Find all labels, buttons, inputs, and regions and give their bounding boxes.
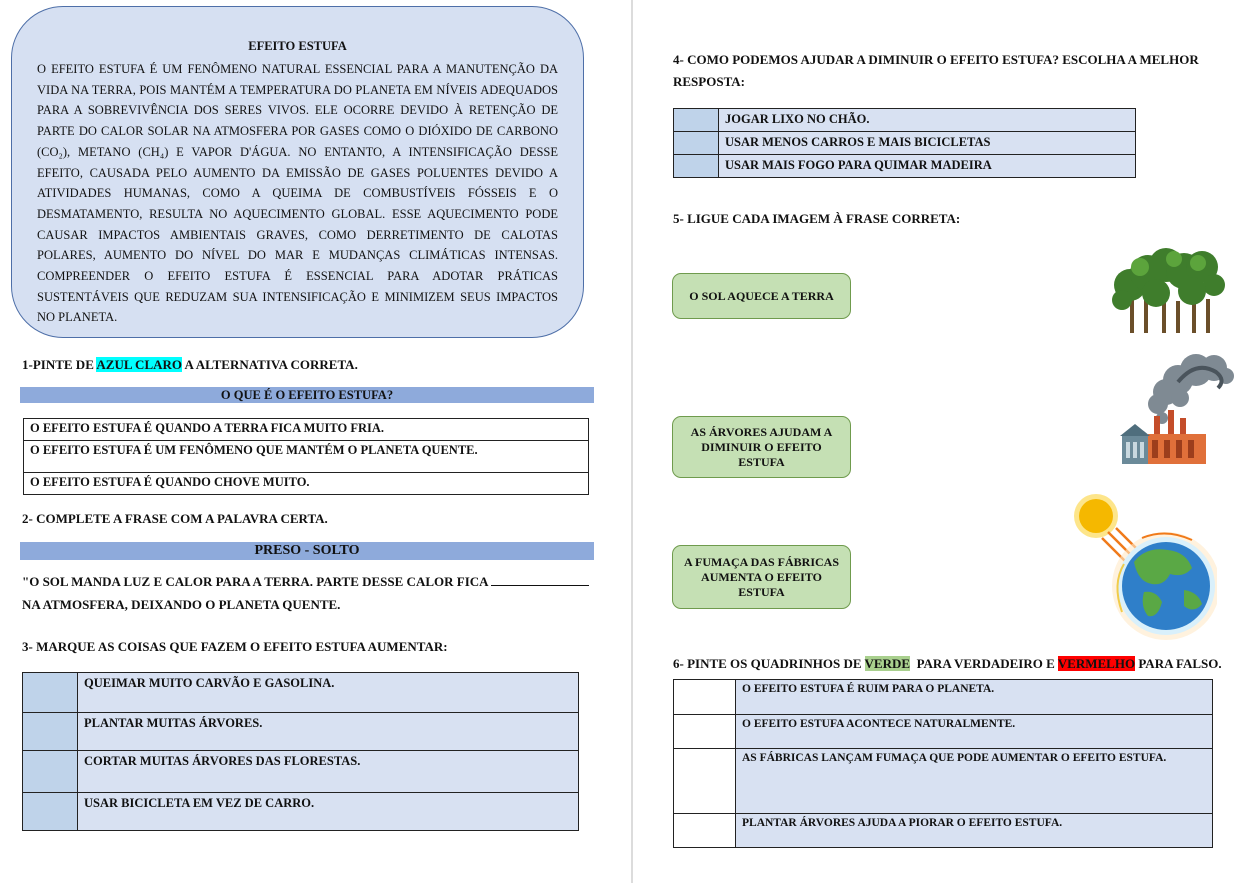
q1-highlight: AZUL CLARO [96,357,183,372]
q4-title-line1: 4- COMO PODEMOS AJUDAR A DIMINUIR O EFEITO ESTUFA? ESCOLHA A MELHOR [673,52,1199,67]
q6-green-word: VERDE [864,656,911,671]
intro-text: O EFEITO ESTUFA É UM FENÔMENO NATURAL ESSENCIAL PARA A MANUTENÇÃO DA VIDA NA TERRA, POIS MANTÉM A TEMPERATURA DO PLANETA EM NÍVEIS ADEQUADOS PARA A SOBREVIVÊNCIA DOS SERES VIVOS. ELE OCORRE DEVIDO À RETENÇÃO DE PARTE DO CALOR SOLAR NA ATMOSFERA POR GASES COMO O DIÓXIDO DE CARBONO (CO₂), METANO (CH₄) E VAPOR D'ÁGUA. NO ENTANTO, A INTENSIFICAÇÃO DESSE EFEITO, CAUSADA PELO AUMENTO DA EMISSÃO DE GASES POLUENTES DEVIDO A ATIVIDADES HUMANAS, COMO A QUEIMA DE COMBUSTÍVEIS FÓSSEIS E O DESMATAMENTO, RESULTA NO AQUECIMENTO GLOBAL. ESSE AQUECIMENTO PODE CAUSAR IMPACTOS AMBIENTAIS GRAVES, COMO DERRETIMENTO DE CALOTAS POLARES, AUMENTO DO NÍVEL DO MAR E MUDANÇAS CLIMÁTICAS INTENSAS. COMPREENDER O EFEITO ESTUFA É ESSENCIAL PARA ADOTAR PRÁTICAS SUSTENTÁVEIS QUE REDUZAM SUA INTENSIFICAÇÃO E MINIMIZEM SEUS IMPACTOS NO PLANETA. [37,62,558,325]
q1-instruction [22,357,358,373]
sun-and-earth-image[interactable] [1072,494,1217,642]
q1-prefix: 1-PINTE DE [22,357,97,372]
intro-box [11,6,584,338]
q3-checkbox[interactable] [23,673,78,713]
q6-red-word: VERMELHO [1057,656,1136,671]
q6-suffix: PARA FALSO. [1135,656,1222,671]
q6-answer-box[interactable] [674,715,736,749]
q6-statement: PLANTAR ÁRVORES AJUDA A PIORAR O EFEITO ESTUFA. [736,814,1213,848]
factory-image[interactable] [1118,352,1236,467]
trees-image[interactable] [1110,245,1225,335]
q3-option: PLANTAR MUITAS ÁRVORES. [78,713,579,751]
q4-checkbox[interactable] [674,109,719,132]
intro-title: EFEITO ESTUFA [248,39,347,53]
q4-option: JOGAR LIXO NO CHÃO. [719,109,1136,132]
q5-card[interactable]: O SOL AQUECE A TERRA [672,273,851,319]
q3-title: 3- MARQUE AS COISAS QUE FAZEM O EFEITO ESTUFA AUMENTAR: [22,639,448,654]
q4-checkbox[interactable] [674,132,719,155]
q6-instruction [673,656,1222,672]
q6-statement: AS FÁBRICAS LANÇAM FUMAÇA QUE PODE AUMENTAR O EFEITO ESTUFA. [736,749,1213,814]
q2-title: 2- COMPLETE A FRASE COM A PALAVRA CERTA. [22,511,328,526]
q6-statement: O EFEITO ESTUFA É RUIM PARA O PLANETA. [736,680,1213,715]
q1-options-table [23,418,589,495]
q2-blank[interactable] [491,574,589,586]
q1-suffix: A ALTERNATIVA CORRETA. [182,357,358,372]
q3-options-table [22,672,579,831]
q5-card[interactable]: AS ÁRVORES AJUDAM A DIMINUIR O EFEITO ESTUFA [672,416,851,478]
q1-option[interactable]: O EFEITO ESTUFA É QUANDO CHOVE MUITO. [24,473,589,495]
q3-checkbox[interactable] [23,793,78,831]
q2-sentence-line1 [22,574,589,590]
q4-checkbox[interactable] [674,155,719,178]
q6-statement: O EFEITO ESTUFA ACONTECE NATURALMENTE. [736,715,1213,749]
q4-options-table [673,108,1136,178]
q6-statements-table [673,679,1213,848]
q2-sentence-b: NA ATMOSFERA, DEIXANDO O PLANETA QUENTE. [22,597,341,612]
q4-option: USAR MAIS FOGO PARA QUIMAR MADEIRA [719,155,1136,178]
q5-title: 5- LIGUE CADA IMAGEM À FRASE CORRETA: [673,211,961,226]
q6-answer-box[interactable] [674,814,736,848]
q2-word-bank: PRESO - SOLTO [20,542,594,560]
q2-sentence-a: "O SOL MANDA LUZ E CALOR PARA A TERRA. PARTE DESSE CALOR FICA [22,574,492,589]
q6-answer-box[interactable] [674,680,736,715]
q6-answer-box[interactable] [674,749,736,814]
q3-option: QUEIMAR MUITO CARVÃO E GASOLINA. [78,673,579,713]
q6-prefix: 6- PINTE OS QUADRINHOS DE [673,656,865,671]
q4-option: USAR MENOS CARROS E MAIS BICICLETAS [719,132,1136,155]
q6-middle: PARA VERDADEIRO E [910,656,1058,671]
q3-option: USAR BICICLETA EM VEZ DE CARRO. [78,793,579,831]
q1-header: O QUE É O EFEITO ESTUFA? [20,387,594,403]
q3-option: CORTAR MUITAS ÁRVORES DAS FLORESTAS. [78,751,579,793]
q4-title-line2: RESPOSTA: [673,74,745,89]
page-divider [631,0,633,883]
q1-option[interactable]: O EFEITO ESTUFA É UM FENÔMENO QUE MANTÉM O PLANETA QUENTE. [24,441,589,473]
q1-option[interactable]: O EFEITO ESTUFA É QUANDO A TERRA FICA MUITO FRIA. [24,419,589,441]
q5-card[interactable]: A FUMAÇA DAS FÁBRICAS AUMENTA O EFEITO ESTUFA [672,545,851,609]
q3-checkbox[interactable] [23,751,78,793]
q3-checkbox[interactable] [23,713,78,751]
